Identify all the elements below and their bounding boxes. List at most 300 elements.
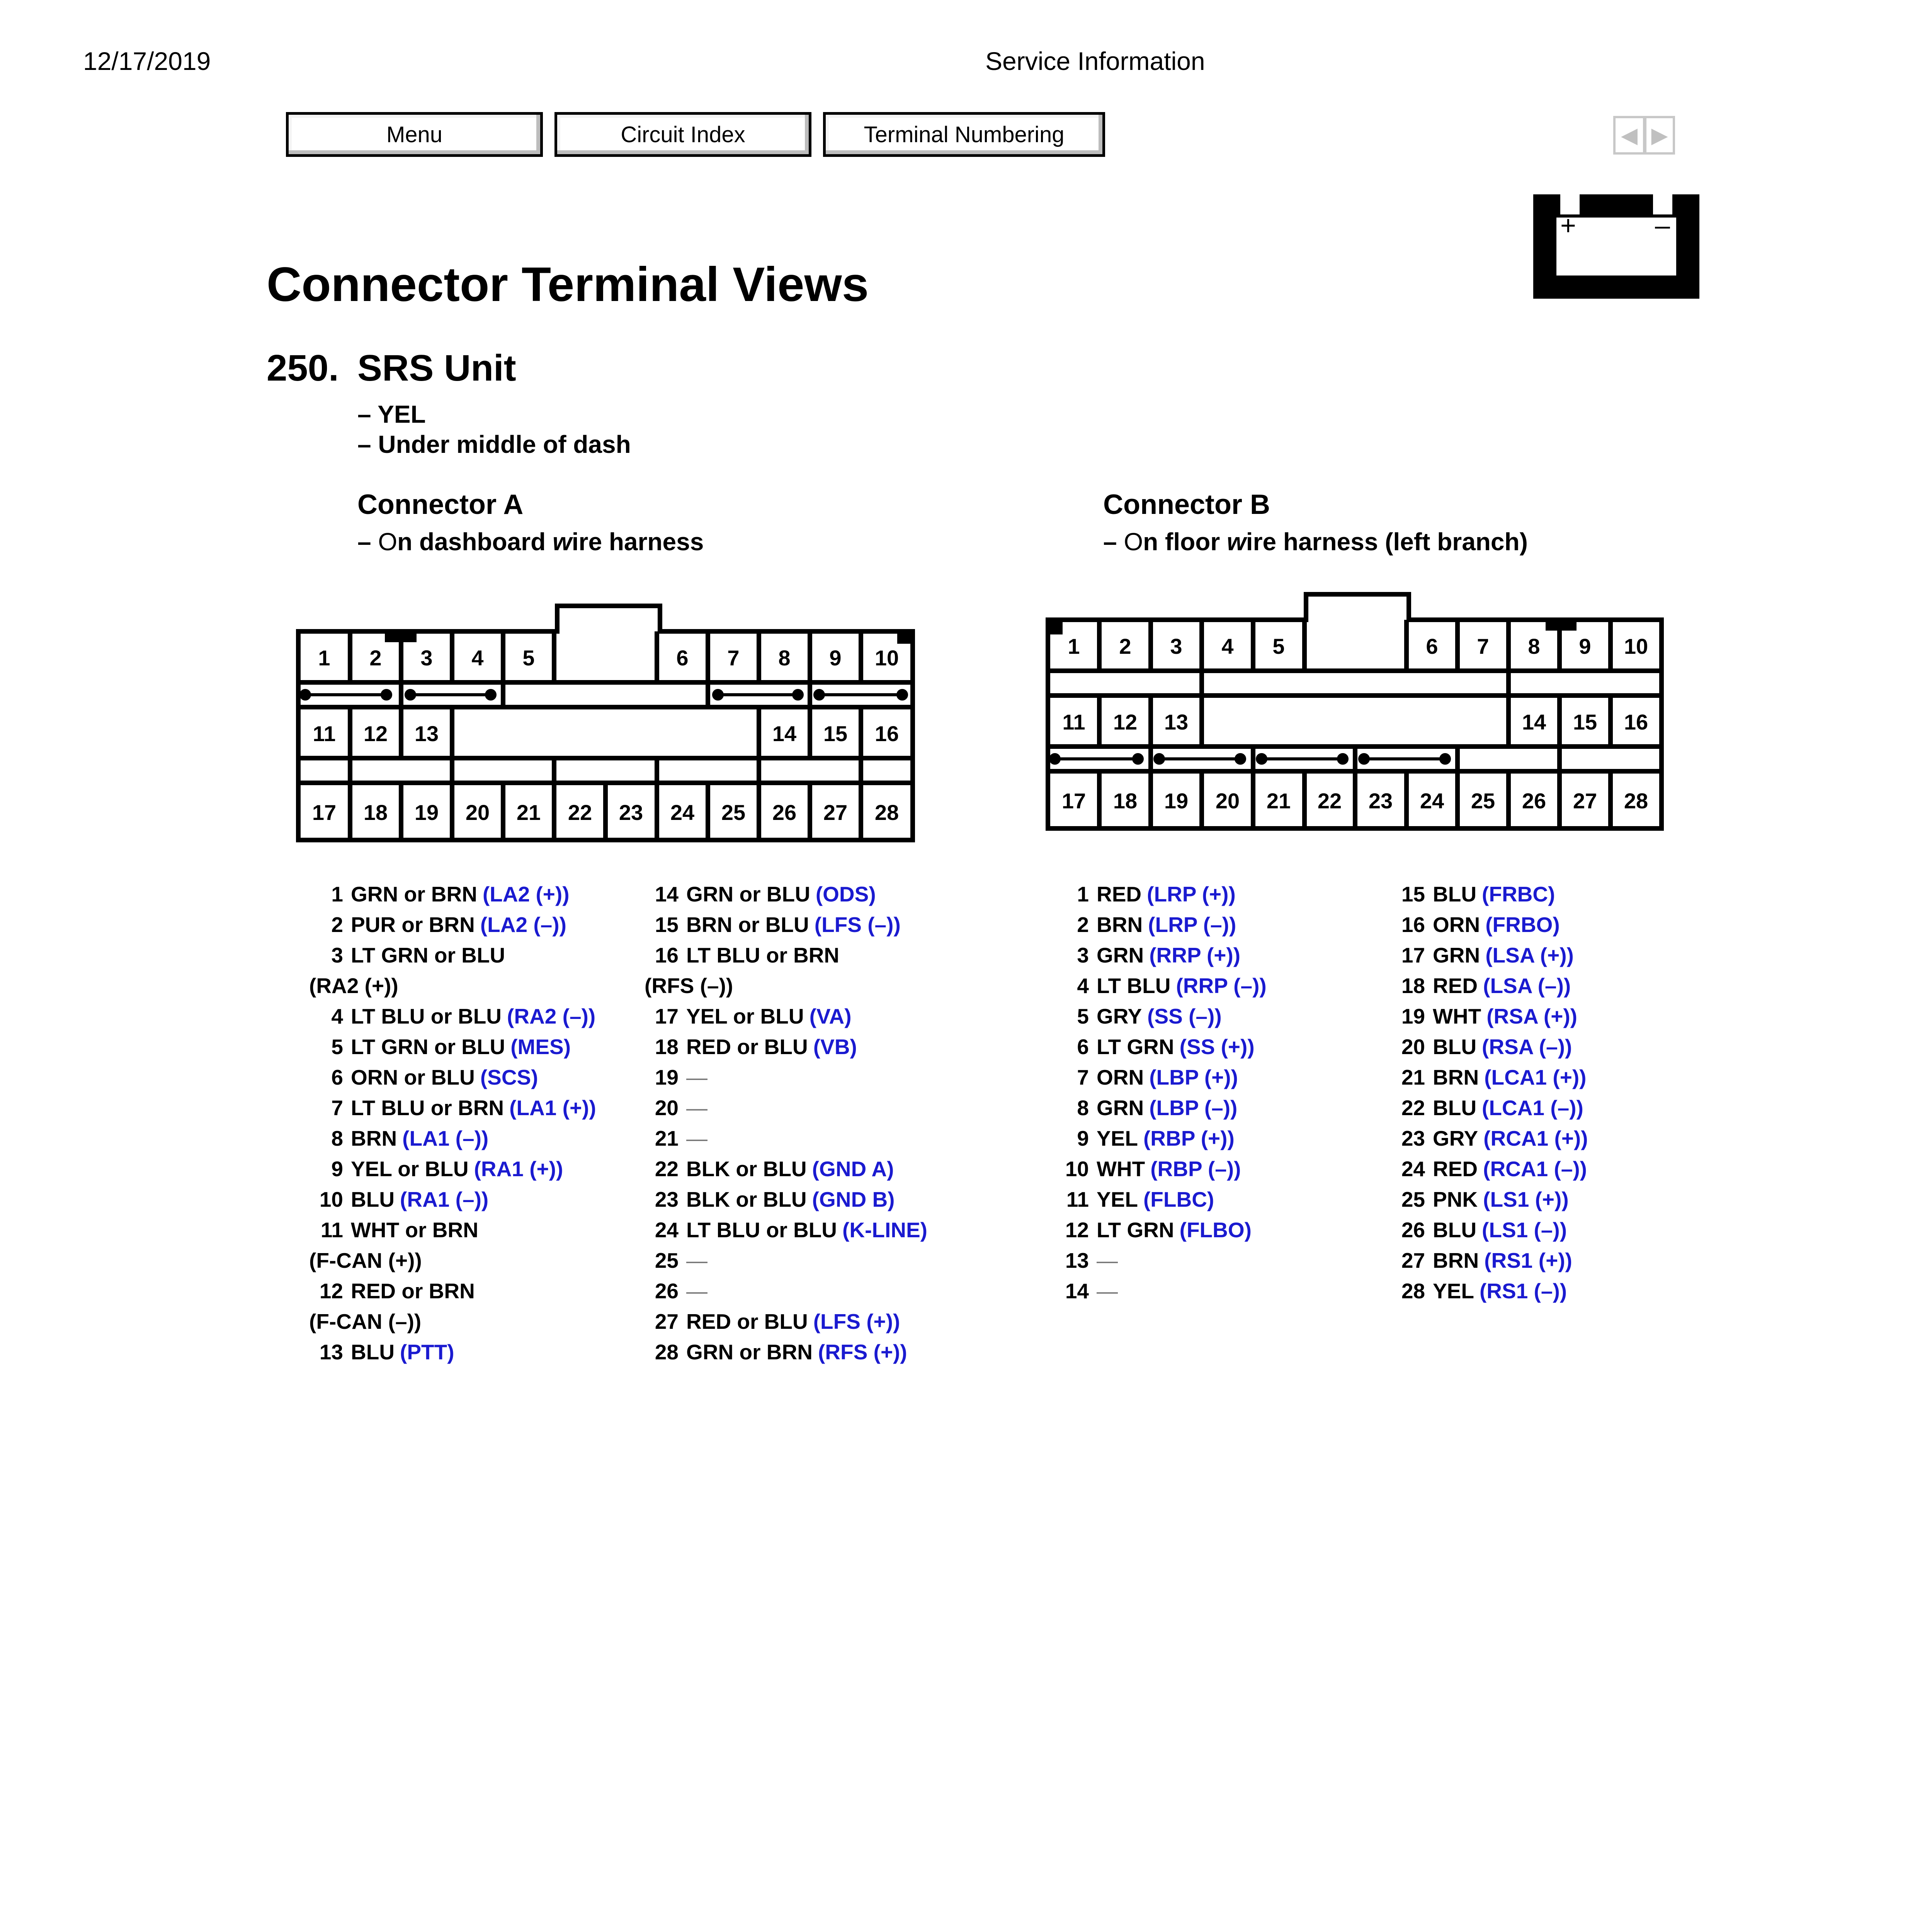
pin-entry xyxy=(1391,1093,1588,1123)
pin-wire-color: ORN or BLU xyxy=(351,1065,475,1089)
pin-number: 28 xyxy=(655,1340,679,1364)
terminal-label: 26 xyxy=(1522,789,1546,813)
pin-number: 8 xyxy=(331,1126,343,1150)
section-number: 250. xyxy=(267,347,339,389)
pin-circuit-code: (LRP (+)) xyxy=(1147,882,1236,906)
terminal-label: 19 xyxy=(1164,789,1189,813)
pin-entry xyxy=(645,940,927,1001)
terminal-label: 4 xyxy=(1221,634,1234,658)
pin-entry xyxy=(1055,971,1267,1001)
pin-wire-color: GRY xyxy=(1097,1004,1142,1028)
pin-wire-color: BRN xyxy=(1433,1065,1479,1089)
pin-circuit-code: (RS1 (+)) xyxy=(1484,1248,1572,1272)
pin-wire-color: LT BLU or BRN xyxy=(351,1096,504,1120)
pin-circuit-code: (LA1 (–)) xyxy=(402,1126,489,1150)
pin-circuit-code: (RBP (+)) xyxy=(1143,1126,1235,1150)
pin-circuit-code: (SS (+)) xyxy=(1179,1035,1255,1059)
pin-entry xyxy=(309,1001,596,1032)
pin-circuit-code: (RA2 (–)) xyxy=(507,1004,596,1028)
pin-number: 20 xyxy=(1401,1035,1425,1059)
triangle-right-icon[interactable]: ▶ xyxy=(1644,116,1675,155)
pin-circuit-code: (RFS (–)) xyxy=(645,974,733,998)
pin-number: 13 xyxy=(319,1340,343,1364)
terminal-label: 19 xyxy=(414,800,439,825)
pin-entry xyxy=(1391,940,1588,971)
terminal-label: 24 xyxy=(1420,789,1444,813)
pin-circuit-code: (LCA1 (–)) xyxy=(1482,1096,1583,1120)
pin-wire-color: LT BLU or BLU xyxy=(351,1004,502,1028)
terminal-label: 23 xyxy=(619,800,643,825)
pin-entry xyxy=(645,910,927,940)
pin-number: 4 xyxy=(1077,974,1089,998)
pin-circuit-code: (RA2 (+)) xyxy=(309,974,398,998)
pin-circuit-code: (GND B) xyxy=(812,1187,895,1211)
pin-wire-color: WHT xyxy=(1433,1004,1481,1028)
terminal-label: 11 xyxy=(1062,710,1085,734)
pin-number: 8 xyxy=(1077,1096,1089,1120)
pin-number: 17 xyxy=(1401,943,1425,967)
terminal-label: 11 xyxy=(313,721,336,746)
pin-entry xyxy=(1055,1245,1267,1276)
pin-circuit-code: (RS1 (–)) xyxy=(1479,1279,1567,1303)
pin-number: 21 xyxy=(1401,1065,1425,1089)
pin-wire-color: WHT xyxy=(1097,1157,1145,1181)
pin-number: 6 xyxy=(1077,1035,1089,1059)
pin-number: 11 xyxy=(1066,1187,1089,1211)
top-nav xyxy=(286,112,1105,157)
pin-wire-color: BRN or BLU xyxy=(686,913,809,937)
terminal-label: 14 xyxy=(772,721,797,746)
terminal-label: 2 xyxy=(1119,634,1131,658)
pin-circuit-code: (RCA1 (–)) xyxy=(1483,1157,1587,1181)
terminal-label: 23 xyxy=(1368,789,1393,813)
page-title: Connector Terminal Views xyxy=(267,258,869,311)
note-color: – YEL xyxy=(357,400,426,428)
pin-wire-color: — xyxy=(1097,1248,1118,1272)
pin-circuit-code: (FRBO) xyxy=(1485,913,1560,937)
pin-circuit-code: (LA2 (+)) xyxy=(482,882,570,906)
terminal-label: 15 xyxy=(1573,710,1597,734)
battery-plus: + xyxy=(1560,210,1576,240)
pin-wire-color: GRN xyxy=(1097,943,1144,967)
pin-number: 14 xyxy=(655,882,679,906)
pin-wire-color: RED or BLU xyxy=(686,1035,808,1059)
pin-circuit-code: (F-CAN (–)) xyxy=(309,1310,422,1333)
pin-circuit-code: (LRP (–)) xyxy=(1148,913,1236,937)
pin-entry xyxy=(1391,1276,1588,1306)
terminal-label: 28 xyxy=(1624,789,1648,813)
pin-circuit-code: (F-CAN (+)) xyxy=(309,1248,422,1272)
pin-number: 26 xyxy=(1401,1218,1425,1242)
pin-circuit-code: (LFS (+)) xyxy=(813,1310,900,1333)
terminal-label: 24 xyxy=(670,800,695,825)
pin-entry xyxy=(645,1184,927,1215)
pin-number: 10 xyxy=(319,1187,343,1211)
terminal-label: 21 xyxy=(1266,789,1291,813)
terminal-label: 20 xyxy=(465,800,490,825)
pin-entry xyxy=(309,910,596,940)
terminal-label: 5 xyxy=(1272,634,1285,658)
terminal-label: 12 xyxy=(1113,710,1138,734)
terminal-label: 14 xyxy=(1522,710,1546,734)
pin-entry xyxy=(1055,1184,1267,1215)
pin-circuit-code: (RBP (–)) xyxy=(1150,1157,1241,1181)
pin-number: 22 xyxy=(655,1157,679,1181)
pin-entry xyxy=(1055,910,1267,940)
connector-a-diagram xyxy=(294,599,927,846)
pin-wire-color: WHT or BRN xyxy=(351,1218,478,1242)
pin-circuit-code: (RSA (–)) xyxy=(1482,1035,1572,1059)
terminal-label: 18 xyxy=(1113,789,1138,813)
pin-number: 2 xyxy=(331,913,343,937)
pin-number: 28 xyxy=(1401,1279,1425,1303)
pin-number: 15 xyxy=(655,913,679,937)
terminal-label: 15 xyxy=(823,721,848,746)
pin-entry xyxy=(645,1062,927,1093)
pin-entry xyxy=(1391,1123,1588,1154)
pin-entry xyxy=(1391,1184,1588,1215)
pin-entry xyxy=(645,1337,927,1367)
terminal-label: 25 xyxy=(1471,789,1495,813)
pin-number: 6 xyxy=(331,1065,343,1089)
pin-wire-color: BLU xyxy=(1433,1035,1477,1059)
pin-number: 27 xyxy=(655,1310,679,1333)
pin-wire-color: BLU xyxy=(351,1187,395,1211)
note-location: – Under middle of dash xyxy=(357,430,631,458)
terminal-label: 1 xyxy=(1068,634,1080,658)
terminal-label: 3 xyxy=(420,646,433,670)
pin-number: 3 xyxy=(331,943,343,967)
pin-number: 1 xyxy=(331,882,343,906)
pin-wire-color: — xyxy=(686,1126,707,1150)
pin-wire-color: RED or BLU xyxy=(686,1310,808,1333)
pin-circuit-code: (RSA (+)) xyxy=(1486,1004,1577,1028)
terminal-label: 22 xyxy=(568,800,592,825)
pin-number: 21 xyxy=(655,1126,679,1150)
pin-entry xyxy=(309,1062,596,1093)
pin-wire-color: BLU xyxy=(1433,1218,1477,1242)
pin-number: 25 xyxy=(655,1248,679,1272)
pin-entry xyxy=(1055,1215,1267,1245)
pin-circuit-code: (LBP (–)) xyxy=(1149,1096,1238,1120)
pin-entry xyxy=(309,940,596,1001)
terminal-label: 8 xyxy=(1528,634,1540,658)
pin-circuit-code: (RRP (+)) xyxy=(1149,943,1241,967)
connector-b-heading: Connector B xyxy=(1103,489,1270,520)
pin-wire-color: GRN or BRN xyxy=(351,882,477,906)
pin-number: 13 xyxy=(1065,1248,1089,1272)
terminal-label: 27 xyxy=(823,800,848,825)
pin-entry xyxy=(1391,1001,1588,1032)
pin-number: 1 xyxy=(1077,882,1089,906)
pin-wire-color: LT BLU xyxy=(1097,974,1171,998)
pin-number: 23 xyxy=(1401,1126,1425,1150)
pin-wire-color: LT GRN or BLU xyxy=(351,1035,505,1059)
pin-entry xyxy=(645,1276,927,1306)
pin-number: 24 xyxy=(1401,1157,1425,1181)
pin-circuit-code: (LFS (–)) xyxy=(814,913,901,937)
pin-entry xyxy=(1391,971,1588,1001)
pin-wire-color: ORN xyxy=(1433,913,1480,937)
connector-a-pins-left xyxy=(309,879,596,1367)
pin-circuit-code: (SS (–)) xyxy=(1147,1004,1222,1028)
pin-circuit-code: (LA2 (–)) xyxy=(480,913,566,937)
terminal-label: 12 xyxy=(363,721,388,746)
pin-wire-color: GRN or BRN xyxy=(686,1340,813,1364)
pin-wire-color: YEL or BLU xyxy=(351,1157,469,1181)
pin-wire-color: — xyxy=(686,1279,707,1303)
terminal-label: 18 xyxy=(363,800,388,825)
pin-wire-color: BRN xyxy=(1433,1248,1479,1272)
pin-entry xyxy=(1055,1001,1267,1032)
pin-circuit-code: (LBP (+)) xyxy=(1149,1065,1238,1089)
pin-wire-color: PNK xyxy=(1433,1187,1478,1211)
pin-number: 19 xyxy=(655,1065,679,1089)
terminal-label: 27 xyxy=(1573,789,1597,813)
pin-wire-color: GRN xyxy=(1433,943,1480,967)
pin-wire-color: LT GRN xyxy=(1097,1218,1174,1242)
pin-wire-color: RED xyxy=(1433,974,1478,998)
pin-entry xyxy=(645,1306,927,1337)
pin-entry xyxy=(1391,1062,1588,1093)
terminal-label: 8 xyxy=(778,646,791,670)
terminal-label: 21 xyxy=(516,800,541,825)
pin-entry xyxy=(1391,1245,1588,1276)
pin-circuit-code: (LCA1 (+)) xyxy=(1484,1065,1587,1089)
pin-circuit-code: (MES) xyxy=(510,1035,571,1059)
pin-circuit-code: (RA1 (–)) xyxy=(400,1187,489,1211)
pin-entry xyxy=(1055,1032,1267,1062)
pin-number: 3 xyxy=(1077,943,1089,967)
terminal-label: 26 xyxy=(772,800,797,825)
pin-entry xyxy=(1055,1276,1267,1306)
pin-circuit-code: (ODS) xyxy=(815,882,876,906)
pin-wire-color: BLK or BLU xyxy=(686,1157,807,1181)
terminal-label: 20 xyxy=(1215,789,1240,813)
pin-entry xyxy=(1055,1123,1267,1154)
pin-entry xyxy=(309,1184,596,1215)
pin-entry xyxy=(1391,1154,1588,1184)
terminal-label: 3 xyxy=(1170,634,1182,658)
pin-wire-color: BLU xyxy=(1433,1096,1477,1120)
pin-circuit-code: (RRP (–)) xyxy=(1176,974,1267,998)
pin-wire-color: LT GRN xyxy=(1097,1035,1174,1059)
pin-entry xyxy=(1055,940,1267,971)
terminal-label: 7 xyxy=(727,646,740,670)
pin-circuit-code: (RFS (+)) xyxy=(818,1340,907,1364)
pin-circuit-code: (LSA (–)) xyxy=(1483,974,1571,998)
terminal-label: 16 xyxy=(1624,710,1648,734)
pin-number: 14 xyxy=(1065,1279,1089,1303)
pin-entry xyxy=(645,1215,927,1245)
circuit-index-button[interactable]: Circuit Index xyxy=(554,112,811,157)
section-name: SRS Unit xyxy=(357,347,516,389)
pin-wire-color: BLU xyxy=(1433,882,1477,906)
pin-wire-color: RED xyxy=(1433,1157,1478,1181)
pin-number: 9 xyxy=(1077,1126,1089,1150)
print-title: Service Information xyxy=(985,47,1205,75)
connector-b-diagram xyxy=(1043,587,1677,835)
connector-a-desc: – On dashboard wire harness xyxy=(357,528,704,556)
pin-wire-color: LT GRN or BLU xyxy=(351,943,505,967)
pager-top xyxy=(1613,112,1683,158)
pin-wire-color: — xyxy=(686,1065,707,1089)
pin-wire-color: — xyxy=(1097,1279,1118,1303)
pin-circuit-code: (GND A) xyxy=(812,1157,894,1181)
pin-entry xyxy=(645,1245,927,1276)
terminal-label: 1 xyxy=(318,646,330,670)
pin-number: 16 xyxy=(1401,913,1425,937)
terminal-label: 6 xyxy=(676,646,689,670)
terminal-label: 17 xyxy=(1061,789,1086,813)
pin-number: 5 xyxy=(331,1035,343,1059)
pin-number: 24 xyxy=(655,1218,679,1242)
pin-entry xyxy=(645,1001,927,1032)
pin-circuit-code: (K-LINE) xyxy=(842,1218,927,1242)
pin-number: 10 xyxy=(1065,1157,1089,1181)
pin-circuit-code: (RCA1 (+)) xyxy=(1483,1126,1588,1150)
pin-wire-color: GRY xyxy=(1433,1126,1478,1150)
connector-a-heading: Connector A xyxy=(357,489,524,520)
pin-circuit-code: (LSA (+)) xyxy=(1485,943,1574,967)
pin-wire-color: BLU xyxy=(351,1340,395,1364)
pin-circuit-code: (FRBC) xyxy=(1482,882,1555,906)
pin-entry xyxy=(309,1337,596,1367)
pin-circuit-code: (FLBO) xyxy=(1179,1218,1252,1242)
pin-circuit-code: (PTT) xyxy=(400,1340,454,1364)
pin-entry xyxy=(309,1123,596,1154)
pin-number: 19 xyxy=(1401,1004,1425,1028)
pin-circuit-code: (RA1 (+)) xyxy=(474,1157,563,1181)
pin-number: 12 xyxy=(1065,1218,1089,1242)
terminal-label: 28 xyxy=(874,800,899,825)
pin-circuit-code: (FLBC) xyxy=(1143,1187,1214,1211)
pin-circuit-code: (LS1 (–)) xyxy=(1482,1218,1567,1242)
pin-entry xyxy=(645,1154,927,1184)
pin-wire-color: GRN or BLU xyxy=(686,882,810,906)
terminal-label: 9 xyxy=(829,646,842,670)
pin-number: 25 xyxy=(1401,1187,1425,1211)
terminal-label: 22 xyxy=(1317,789,1342,813)
pin-entry xyxy=(309,1215,596,1276)
pin-wire-color: RED or BRN xyxy=(351,1279,475,1303)
pin-entry xyxy=(1391,879,1588,910)
pin-wire-color: YEL xyxy=(1433,1279,1474,1303)
pin-wire-color: LT BLU or BLU xyxy=(686,1218,837,1242)
pin-number: 23 xyxy=(655,1187,679,1211)
pin-wire-color: BLK or BLU xyxy=(686,1187,807,1211)
print-date: 12/17/2019 xyxy=(83,47,211,75)
terminal-numbering-button[interactable]: Terminal Numbering xyxy=(823,112,1105,157)
pin-wire-color: ORN xyxy=(1097,1065,1144,1089)
pin-number: 11 xyxy=(320,1218,343,1242)
pin-number: 15 xyxy=(1401,882,1425,906)
terminal-label: 10 xyxy=(1624,634,1648,658)
pin-entry xyxy=(309,1276,596,1337)
pin-number: 7 xyxy=(331,1096,343,1120)
pin-wire-color: YEL xyxy=(1097,1126,1138,1150)
terminal-label: 4 xyxy=(471,646,484,670)
terminal-label: 2 xyxy=(369,646,382,670)
battery-minus: – xyxy=(1655,210,1670,240)
connector-b-desc: – On floor wire harness (left branch) xyxy=(1103,528,1528,556)
pin-entry xyxy=(1055,1154,1267,1184)
pin-wire-color: BRN xyxy=(1097,913,1143,937)
pin-entry xyxy=(1391,1215,1588,1245)
pin-entry xyxy=(645,879,927,910)
pin-entry xyxy=(309,1093,596,1123)
connector-b-pins-right xyxy=(1391,879,1588,1306)
connector-a-pins-right xyxy=(645,879,927,1367)
pin-entry xyxy=(1391,910,1588,940)
pin-number: 18 xyxy=(1401,974,1425,998)
terminal-label: 13 xyxy=(1164,710,1189,734)
terminal-label: 10 xyxy=(874,646,899,670)
pin-wire-color: PUR or BRN xyxy=(351,913,475,937)
pin-entry xyxy=(309,879,596,910)
pin-circuit-code: (LS1 (+)) xyxy=(1483,1187,1569,1211)
pin-entry xyxy=(1055,1062,1267,1093)
terminal-label: 5 xyxy=(522,646,535,670)
pin-number: 27 xyxy=(1401,1248,1425,1272)
pin-wire-color: YEL xyxy=(1097,1187,1138,1211)
pin-number: 7 xyxy=(1077,1065,1089,1089)
menu-button[interactable]: Menu xyxy=(286,112,543,157)
pin-wire-color: GRN xyxy=(1097,1096,1144,1120)
section-title xyxy=(267,347,516,389)
pin-number: 12 xyxy=(319,1279,343,1303)
pin-entry xyxy=(309,1154,596,1184)
pin-number: 2 xyxy=(1077,913,1089,937)
pin-number: 5 xyxy=(1077,1004,1089,1028)
pin-number: 4 xyxy=(331,1004,343,1028)
pin-wire-color: YEL or BLU xyxy=(686,1004,804,1028)
triangle-left-icon[interactable]: ◀ xyxy=(1613,116,1644,155)
pin-number: 9 xyxy=(331,1157,343,1181)
pin-circuit-code: (SCS) xyxy=(480,1065,538,1089)
pin-wire-color: — xyxy=(686,1096,707,1120)
terminal-label: 9 xyxy=(1579,634,1591,658)
pin-entry xyxy=(1055,879,1267,910)
pin-entry xyxy=(645,1032,927,1062)
pin-number: 20 xyxy=(655,1096,679,1120)
pin-number: 17 xyxy=(655,1004,679,1028)
pin-entry xyxy=(309,1032,596,1062)
terminal-label: 13 xyxy=(414,721,439,746)
pin-number: 16 xyxy=(655,943,679,967)
battery-icon xyxy=(1533,194,1699,299)
terminal-label: 16 xyxy=(874,721,899,746)
pin-wire-color: RED xyxy=(1097,882,1142,906)
pin-number: 22 xyxy=(1401,1096,1425,1120)
pin-wire-color: BRN xyxy=(351,1126,397,1150)
pin-circuit-code: (VA) xyxy=(809,1004,852,1028)
pin-entry xyxy=(1055,1093,1267,1123)
pin-wire-color: LT BLU or BRN xyxy=(686,943,840,967)
terminal-label: 6 xyxy=(1426,634,1438,658)
terminal-label: 25 xyxy=(721,800,746,825)
pin-entry xyxy=(1391,1032,1588,1062)
pin-number: 18 xyxy=(655,1035,679,1059)
terminal-label: 17 xyxy=(312,800,337,825)
pin-circuit-code: (LA1 (+)) xyxy=(509,1096,596,1120)
pin-entry xyxy=(645,1093,927,1123)
connector-b-pins-left xyxy=(1055,879,1267,1306)
pin-entry xyxy=(645,1123,927,1154)
pin-wire-color: — xyxy=(686,1248,707,1272)
pin-number: 26 xyxy=(655,1279,679,1303)
pin-circuit-code: (VB) xyxy=(813,1035,857,1059)
